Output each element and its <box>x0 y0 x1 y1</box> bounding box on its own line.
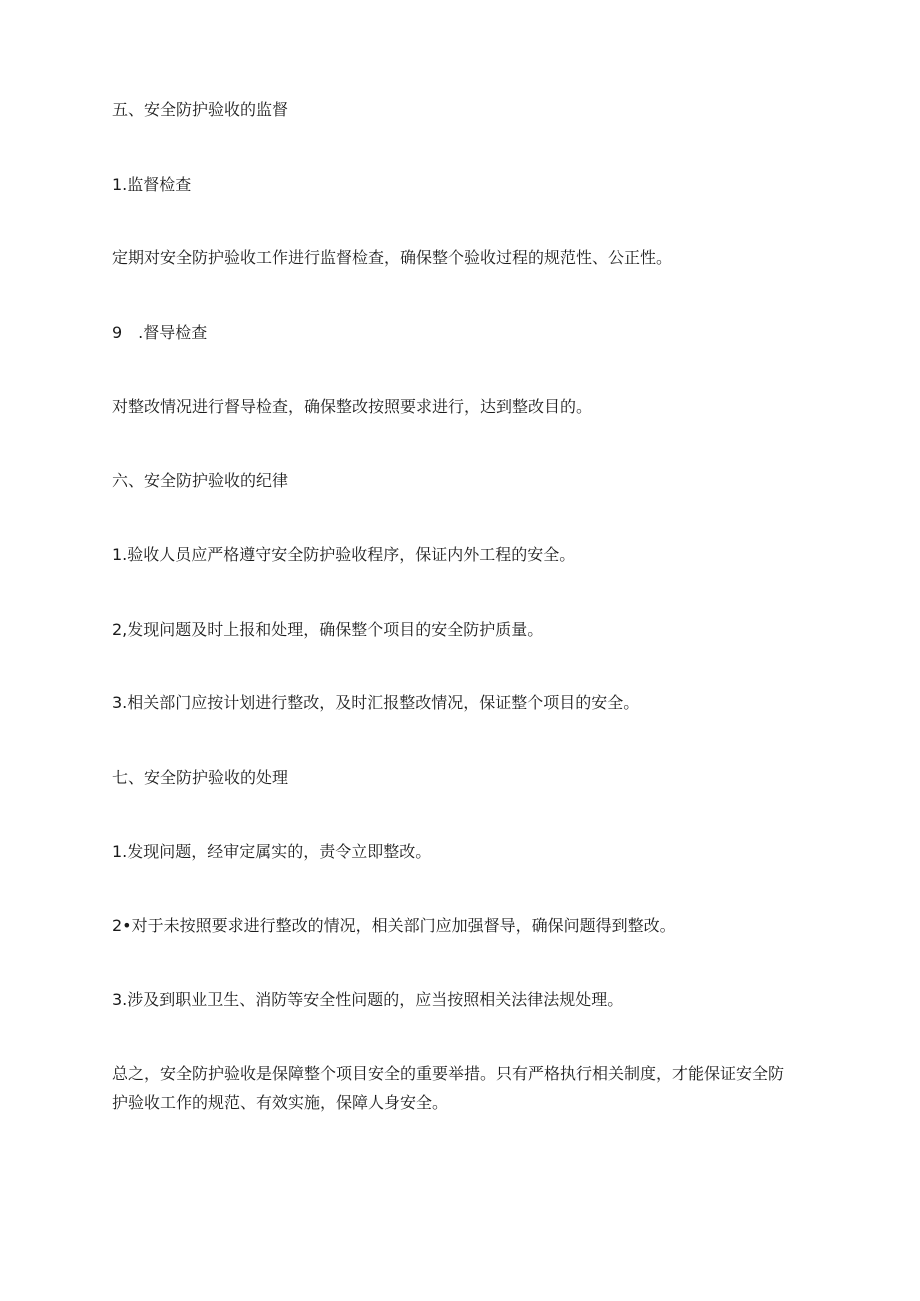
conclusion-paragraph: 总之，安全防护验收是保障整个项目安全的重要举措。只有严格执行相关制度，才能保证安全防护验收工作的规范、有效实施，保障人身安全。 <box>112 1064 785 1112</box>
list-item: 1.验收人员应严格遵守安全防护验收程序，保证内外工程的安全。 <box>112 545 576 564</box>
section-heading-handling: 七、安全防护验收的处理 <box>112 768 289 787</box>
paragraph: 对整改情况进行督导检查，确保整改按照要求进行，达到整改目的。 <box>112 397 593 416</box>
list-item: 2,发现问题及时上报和处理，确保整个项目的安全防护质量。 <box>112 620 544 639</box>
section-heading-discipline: 六、安全防护验收的纪律 <box>112 471 289 490</box>
list-item: 1.发现问题，经审定属实的，责令立即整改。 <box>112 842 432 861</box>
subheading-supervision-check: 1.监督检查 <box>112 175 192 194</box>
section-heading-supervision: 五、安全防护验收的监督 <box>112 100 289 119</box>
list-item: 3.相关部门应按计划进行整改，及时汇报整改情况，保证整个项目的安全。 <box>112 693 640 712</box>
list-item: 2•对于未按照要求进行整改的情况，相关部门应加强督导，确保问题得到整改。 <box>112 916 676 935</box>
paragraph: 定期对安全防护验收工作进行监督检查，确保整个验收过程的规范性、公正性。 <box>112 248 673 267</box>
list-item: 3.涉及到职业卫生、消防等安全性问题的，应当按照相关法律法规处理。 <box>112 990 624 1009</box>
subheading-guidance-check: 9 .督导检查 <box>112 323 208 342</box>
